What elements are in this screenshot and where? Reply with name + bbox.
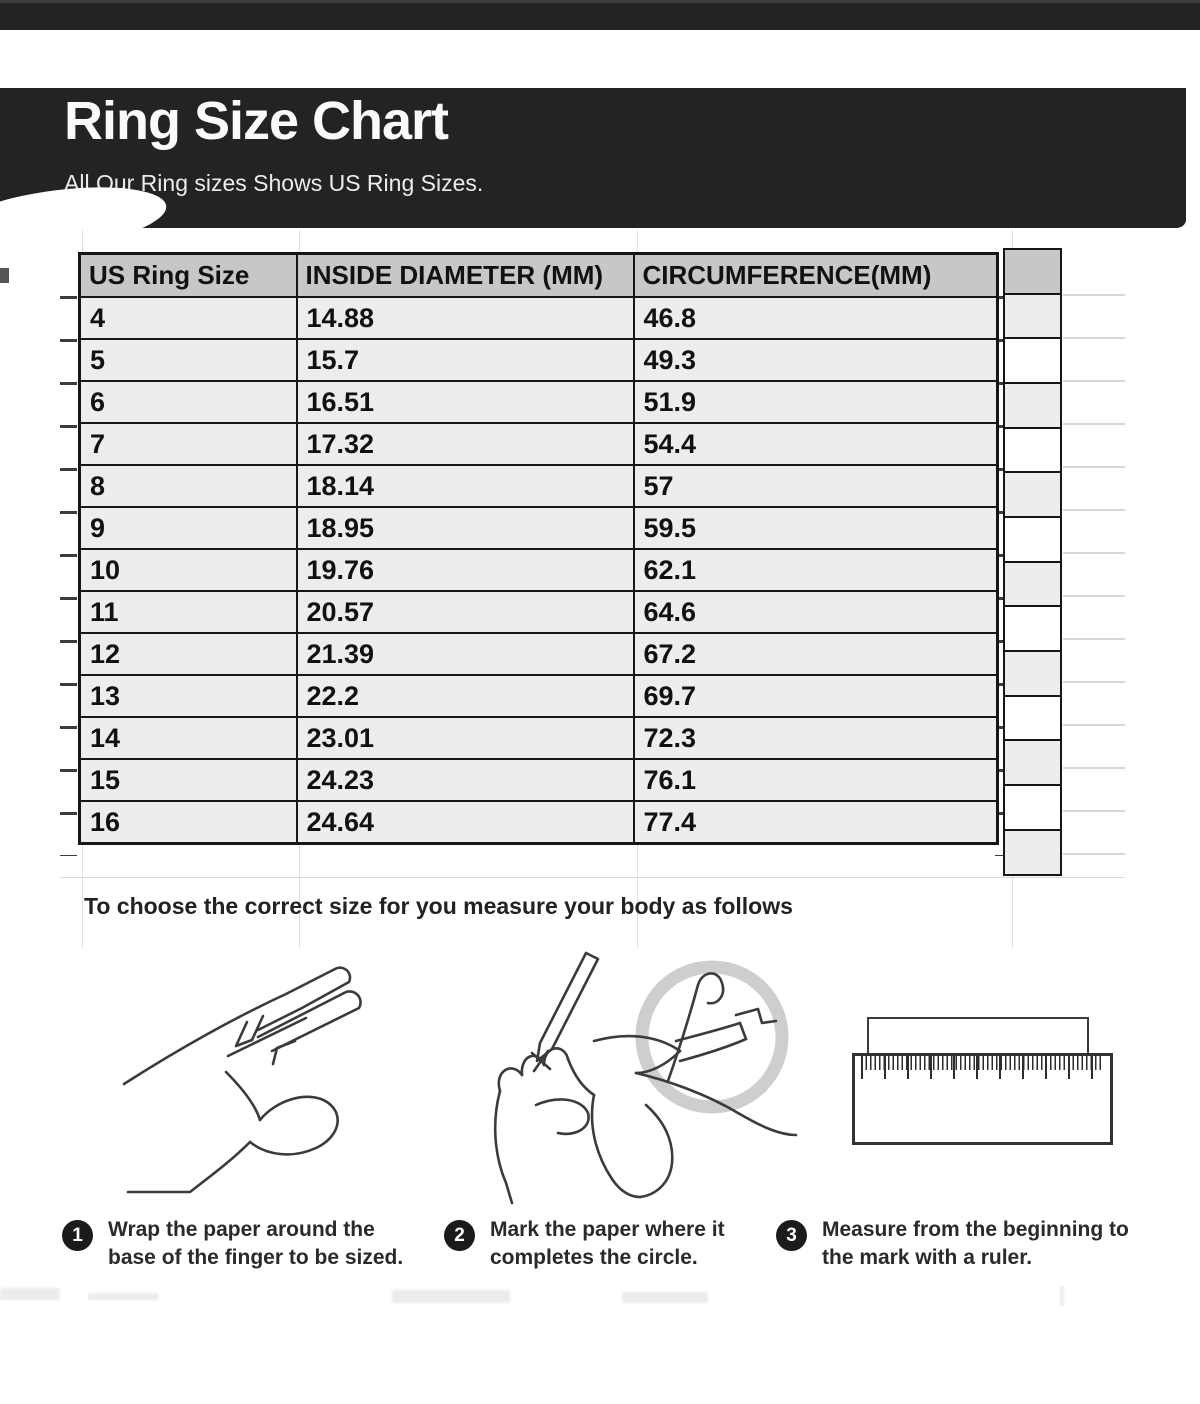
table-row: [80, 465, 998, 507]
hands-marking-paper-with-pen-illustration: [440, 945, 805, 1215]
side-column-cell: [1003, 829, 1062, 876]
table-cell: 12: [80, 633, 297, 675]
table-cell: 7: [80, 423, 297, 465]
magnifier-ring-icon: [642, 967, 782, 1107]
table-row: [80, 675, 998, 717]
table-cell: 46.8: [634, 297, 998, 339]
ring-size-table: [78, 252, 999, 845]
step-2-line-1: Mark the paper where it: [490, 1218, 725, 1241]
step-2-line-2: completes the circle.: [490, 1245, 698, 1269]
step-1-text: [108, 1216, 438, 1272]
side-column-cell: [1003, 427, 1062, 474]
table-cell: 54.4: [634, 423, 998, 465]
table-row: [80, 423, 998, 465]
side-ruler-column: [1003, 248, 1062, 876]
scan-artifact-smudge: [392, 1290, 510, 1303]
table-cell: 77.4: [634, 801, 998, 844]
measure-instruction-heading: To choose the correct size for you measure your body as follows: [84, 893, 793, 919]
table-cell: 16.51: [297, 381, 634, 423]
page-subtitle: All Our Ring sizes Shows US Ring Sizes.: [64, 170, 484, 196]
top-black-bar: [0, 0, 1200, 30]
column-header-inside-diameter: INSIDE DIAMETER (MM): [297, 254, 634, 298]
step-1-line-2: base of the finger to be sized.: [108, 1245, 404, 1269]
side-column-cell: [1003, 784, 1062, 831]
table-row: [80, 297, 998, 339]
table-cell: 14: [80, 717, 297, 759]
page-title: Ring Size Chart: [64, 91, 449, 151]
table-cell: 8: [80, 465, 297, 507]
table-cell: 6: [80, 381, 297, 423]
ruler-measuring-illustration: [852, 1012, 1122, 1152]
table-cell: 9: [80, 507, 297, 549]
hand-with-paper-strip-illustration: [108, 952, 448, 1214]
side-column-cell: [1003, 337, 1062, 384]
step-2-badge: 2: [444, 1220, 475, 1251]
ruler-icon: [852, 1053, 1113, 1145]
scan-artifact-smudge: [88, 1293, 158, 1300]
table-row: [80, 549, 998, 591]
table-cell: 69.7: [634, 675, 998, 717]
side-column-cell: [1003, 650, 1062, 697]
side-column-cell: [1003, 471, 1062, 518]
step-3-line-1: Measure from the beginning to: [822, 1218, 1129, 1241]
table-row: [80, 507, 998, 549]
table-cell: 67.2: [634, 633, 998, 675]
scan-artifact-smudge: [0, 1288, 60, 1300]
top-white-strip: [15, 30, 1200, 88]
table-cell: 18.95: [297, 507, 634, 549]
table-row: [80, 591, 998, 633]
side-column-cell: [1003, 739, 1062, 786]
step-1-line-1: Wrap the paper around the: [108, 1218, 375, 1241]
step-2-text: [490, 1216, 770, 1272]
table-cell: 16: [80, 801, 297, 844]
table-cell: 20.57: [297, 591, 634, 633]
scan-artifact-smudge: [622, 1292, 708, 1303]
border-overshoot-ticks: [60, 296, 77, 856]
header-band: [0, 88, 1186, 228]
side-column-cell: [1003, 695, 1062, 742]
step-3-text: [822, 1216, 1162, 1272]
table-cell: 5: [80, 339, 297, 381]
table-row: [80, 339, 998, 381]
table-cell: 62.1: [634, 549, 998, 591]
table-cell: 59.5: [634, 507, 998, 549]
table-cell: 15: [80, 759, 297, 801]
table-cell: 4: [80, 297, 297, 339]
table-cell: 18.14: [297, 465, 634, 507]
side-column-cell: [1003, 293, 1062, 340]
table-cell: 72.3: [634, 717, 998, 759]
side-column-cell: [1003, 561, 1062, 608]
side-column-cell: [1003, 382, 1062, 429]
table-cell: 11: [80, 591, 297, 633]
step-3-line-2: the mark with a ruler.: [822, 1245, 1033, 1269]
table-cell: 13: [80, 675, 297, 717]
table-row: [80, 759, 998, 801]
table-row: [80, 717, 998, 759]
table-cell: 17.32: [297, 423, 634, 465]
table-row: [80, 633, 998, 675]
side-column-cell: [1003, 605, 1062, 652]
table-row: [80, 381, 998, 423]
table-row: [80, 801, 998, 844]
table-cell: 64.6: [634, 591, 998, 633]
table-cell: 57: [634, 465, 998, 507]
table-cell: 14.88: [297, 297, 634, 339]
step-3-badge: 3: [776, 1220, 807, 1251]
table-cell: 24.23: [297, 759, 634, 801]
scan-artifact-notch: [0, 268, 9, 283]
side-column-cell: [1003, 516, 1062, 563]
side-column-cell: [1003, 248, 1062, 295]
step-1-badge: 1: [62, 1220, 93, 1251]
table-cell: 22.2: [297, 675, 634, 717]
column-header-us-ring-size: US Ring Size: [80, 254, 297, 298]
table-cell: 19.76: [297, 549, 634, 591]
table-cell: 21.39: [297, 633, 634, 675]
scan-artifact-smudge: [1060, 1286, 1064, 1306]
table-cell: 10: [80, 549, 297, 591]
table-cell: 49.3: [634, 339, 998, 381]
table-cell: 24.64: [297, 801, 634, 844]
table-cell: 76.1: [634, 759, 998, 801]
table-header-row: [80, 254, 998, 298]
ruler-major-ticks: [861, 1056, 1104, 1079]
faint-row-lines: [1063, 294, 1125, 856]
grid-line: [60, 877, 1125, 878]
table-cell: 15.7: [297, 339, 634, 381]
table-cell: 51.9: [634, 381, 998, 423]
table-cell: 23.01: [297, 717, 634, 759]
column-header-circumference: CIRCUMFERENCE(MM): [634, 254, 998, 298]
